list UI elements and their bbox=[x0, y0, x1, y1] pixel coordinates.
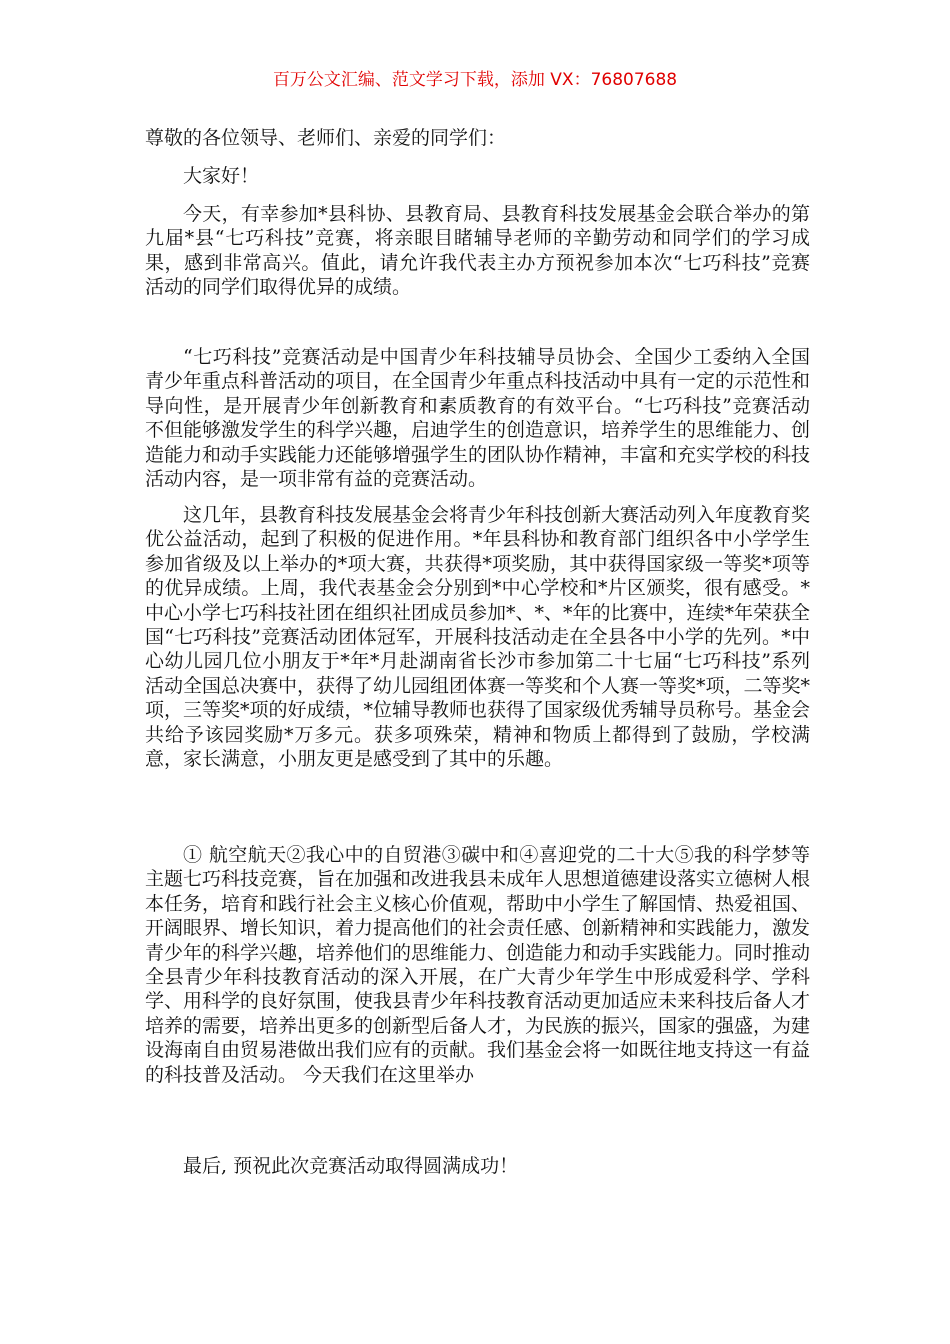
greeting: 大家好！ bbox=[183, 165, 260, 187]
watermark-header: 百万公文汇编、范文学习下载，添加 VX：76807688 bbox=[272, 70, 678, 90]
salutation: 尊敬的各位领导、老师们、亲爱的同学们： bbox=[145, 127, 507, 149]
paragraph-themes-goals: ① 航空航天②我心中的自贸港③碳中和④喜迎党的二十大⑤我的科学梦等主题七巧科技竞赛，旨在加强和改进我县未成年人思想道德建设落实立德树人根本任务，培育和践行社会主义核心价值观，帮助中小学生了解国情、热爱祖国、开阔眼界、增长知识，着力提高他们的社会责任感、创新精神和实践能力，激发青少年的科学兴趣，培养他们的思维能力、创造能力和动手实践能力。同时推动全县青少年科技教育活动的深入开展，在广大青少年学生中形成爱科学、学科学、用科学的良好氛围，使我县青少年科技教育活动更加适应未来科技后备人才培养的需要，培养出更多的创新型后备人才，为民族的振兴，国家的强盛，为建设海南自由贸易港做出我们应有的贡献。我们基金会将一如既往地支持这一有益的科技普及活动。 今天我们在这里举办 bbox=[145, 844, 811, 1086]
paragraph-intro: 今天，有幸参加*县科协、县教育局、县教育科技发展基金会联合举办的第九届*县“七巧科技”竞赛，将亲眼目睹辅导老师的辛勤劳动和同学们的学习成果，感到非常高兴。值此，请允许我代表主办方预祝参加本次“七巧科技”竞赛活动的同学们取得优异的成绩。 bbox=[145, 203, 810, 299]
closing-remark: 最后, 预祝此次竞赛活动取得圆满成功！ bbox=[183, 1155, 519, 1177]
paragraph-competition-significance: “七巧科技”竞赛活动是中国青少年科技辅导员协会、全国少工委纳入全国青少年重点科普活动的项目，在全国青少年重点科技活动中具有一定的示范性和导向性，是开展青少年创新教育和素质教育的有效平台。“七巧科技”竞赛活动不但能够激发学生的科学兴趣，启迪学生的创造意识，培养学生的思维能力、创造能力和动手实践能力还能够增强学生的团队协作精神，丰富和充实学校的科技活动内容，是一项非常有益的竞赛活动。 bbox=[145, 346, 811, 491]
paragraph-achievements: 这几年，县教育科技发展基金会将青少年科技创新大赛活动列入年度教育奖优公益活动，起到了积极的促进作用。*年县科协和教育部门组织各中小学学生参加省级及以上举办的*项大赛，共获得*项奖励，其中获得国家级一等奖*项等的优异成绩。上周，我代表基金会分别到*中心学校和*片区颁奖，很有感受。*中心小学七巧科技社团在组织社团成员参加*、*、*年的比赛中，连续*年荣获全国“七巧科技”竞赛活动团体冠军，开展科技活动走在全县各中小学的先列。*中心幼儿园几位小朋友于*年*月赴湖南省长沙市参加第二十七届“七巧科技”系列活动全国总决赛中，获得了幼儿园组团体赛一等奖和个人赛一等奖*项，二等奖*项，三等奖*项的好成绩，*位辅导教师也获得了国家级优秀辅导员称号。基金会共给予该园奖励*万多元。获多项殊荣，精神和物质上都得到了鼓励，学校满意，家长满意，小朋友更是感受到了其中的乐趣。 bbox=[145, 504, 811, 771]
